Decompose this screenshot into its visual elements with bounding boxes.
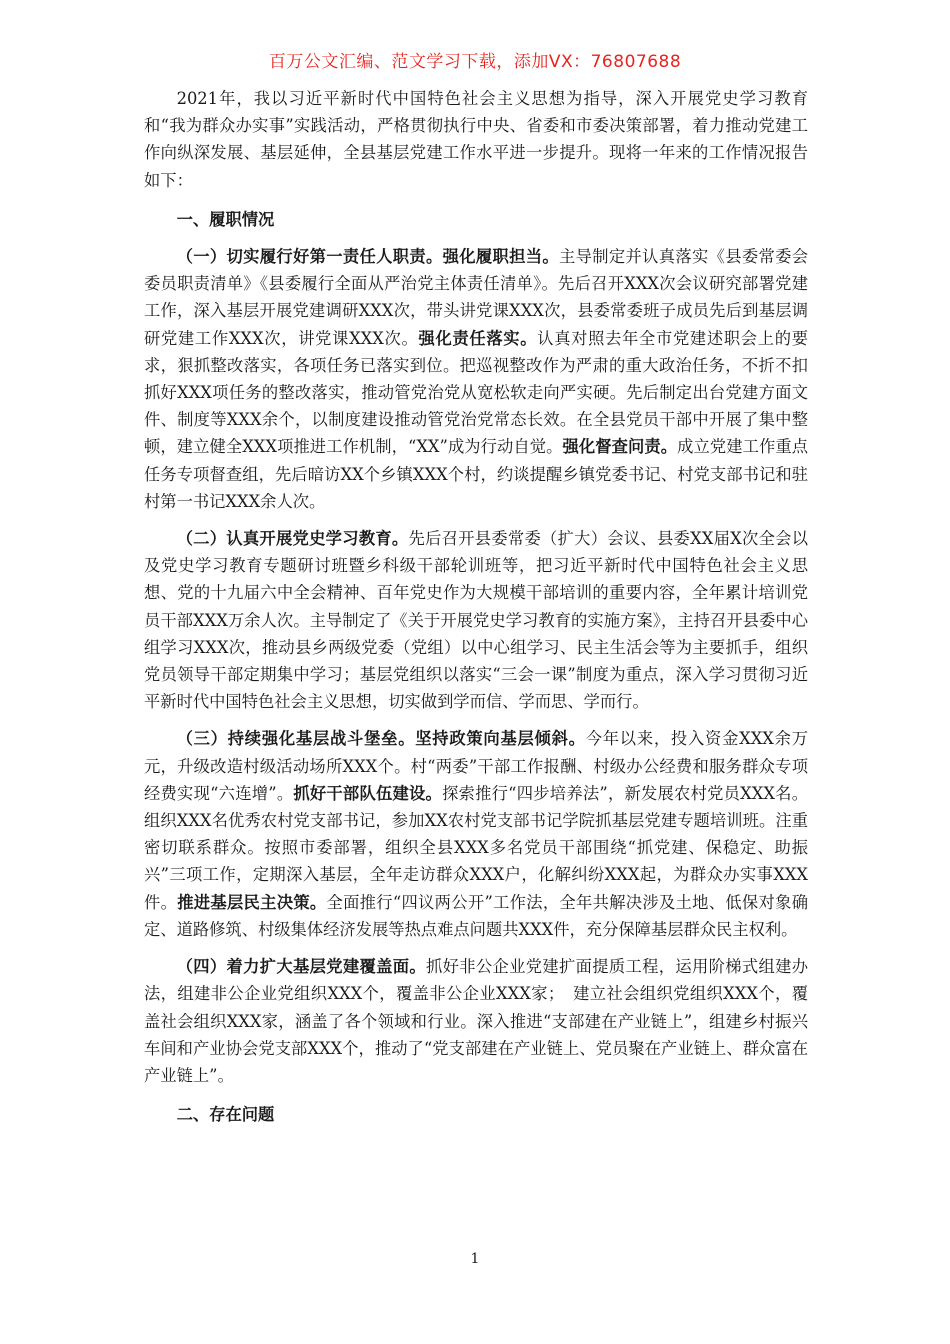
paragraph-text: 先后召开县委常委（扩大）会议、县委XX届X次全会以及党史学习教育专题研讨班暨乡科级干部轮训班等，把习近平新时代中国特色社会主义思想、党的十九届六中全会精神、百年党史作为大规模干部培训的重要内容，全年累计培训党员干部XXX万余人次。主导制定了《关于开展党史学习教育的实施方案》，主持召开县委中心组学习XXX次，推动县乡两级党委（党组）以中心组学习、民主生活会等为主要抓手，组织党员领导干部定期集中学习；基层党组织以落实“三会一课”制度为重点，深入学习贯彻习近平新时代中国特色社会主义思想，切实做到学而信、学而思、学而行。	[144, 529, 808, 712]
paragraph-party-history	[144, 525, 808, 715]
watermark-banner: 百万公文汇编、范文学习下载，添加VX：76807688	[268, 52, 682, 72]
paragraph-coverage	[144, 953, 808, 1089]
paragraph-subheading: 强化责任落实。	[418, 328, 538, 348]
paragraph-subheading: 强化督查问责。	[562, 437, 678, 457]
section-heading-performance: 一、履职情况	[176, 209, 275, 229]
paragraph-heading: （四）着力扩大基层党建覆盖面。	[176, 957, 426, 977]
paragraph-text: 今年以来，投入资金XXX余万元，升级改造村级活动场所XXX个。村“两委”干部工作报酬、村级办公经费和服务群众专项经费实现“六连增”。	[144, 729, 808, 803]
paragraph-text: 抓好非公企业党建扩面提质工程，运用阶梯式组建办法，组建非公企业党组织XXX个，覆盖非公企业XXX家； 建立社会组织党组织XXX个，覆盖社会组织XXX家，涵盖了各个领域和行业。深入推进“支部建在产业链上”，组建乡村振兴车间和产业协会党支部XXX个，推动了“党支部建在产业链上、党员聚在产业链上、群众富在产业链上”。	[144, 957, 808, 1085]
paragraph-grassroots	[144, 725, 808, 943]
paragraph-responsibility	[144, 243, 808, 515]
page-number: 1	[470, 1251, 480, 1267]
paragraph-text: 探索推行“四步培养法”，新发展农村党员XXX名。组织XXX名优秀农村党支部书记，参加XX农村党支部书记学院抓基层党建专题培训班。注重密切联系群众。按照市委部署，组织全县XXX多名党员干部围绕“抓党建、保稳定、助振兴”三项工作，定期深入基层，全年走访群众XXX户，化解纠纷XXX起，为群众办实事XXX件。	[144, 783, 808, 912]
paragraph-heading: （一）切实履行好第一责任人职责。强化履职担当。	[176, 247, 559, 267]
paragraph-heading: （三）持续强化基层战斗堡垒。坚持政策向基层倾斜。	[176, 729, 586, 749]
paragraph-subheading: 推进基层民主决策。	[177, 892, 327, 912]
intro-paragraph: 2021年，我以习近平新时代中国特色社会主义思想为指导，深入开展党史学习教育和“我为群众办实事”实践活动，严格贯彻执行中央、省委和市委决策部署，着力推动党建工作向纵深发展、基层延伸，全县基层党建工作水平进一步提升。现将一年来的工作情况报告如下：	[144, 89, 808, 190]
section-heading-problems: 二、存在问题	[176, 1105, 275, 1125]
document-body	[144, 85, 808, 1138]
paragraph-text: 主导制定并认真落实《县委常委会委员职责清单》《县委履行全面从严治党主体责任清单》。先后召开XXX次会议研究部署党建工作，深入基层开展党建调研XXX次，带头讲党课XXX次，县委常委班子成员先后到基层调研党建工作XXX次，讲党课XXX次。	[144, 247, 808, 348]
paragraph-heading: （二）认真开展党史学习教育。	[176, 529, 409, 549]
paragraph-subheading: 抓好干部队伍建设。	[293, 783, 443, 803]
paragraph-text: 认真对照去年全市党建述职会上的要求，狠抓整改落实，各项任务已落实到位。把巡视整改作为严肃的重大政治任务，不折不扣抓好XXX项任务的整改落实，推动管党治党从宽松软走向严实硬。先后制定出台党建方面文件、制度等XXX余个，以制度建设推动管党治党常态长效。在全县党员干部中开展了集中整顿，建立健全XXX项推进工作机制，“XX”成为行动自觉。	[144, 328, 808, 457]
paragraph-text: 全面推行“四议两公开”工作法，全年共解决涉及土地、低保对象确定、道路修筑、村级集体经济发展等热点难点问题共XXX件，充分保障基层群众民主权利。	[144, 892, 808, 939]
paragraph-text: 成立党建工作重点任务专项督查组，先后暗访XX个乡镇XXX个村，约谈提醒乡镇党委书记、村党支部书记和驻村第一书记XXX余人次。	[144, 437, 808, 511]
